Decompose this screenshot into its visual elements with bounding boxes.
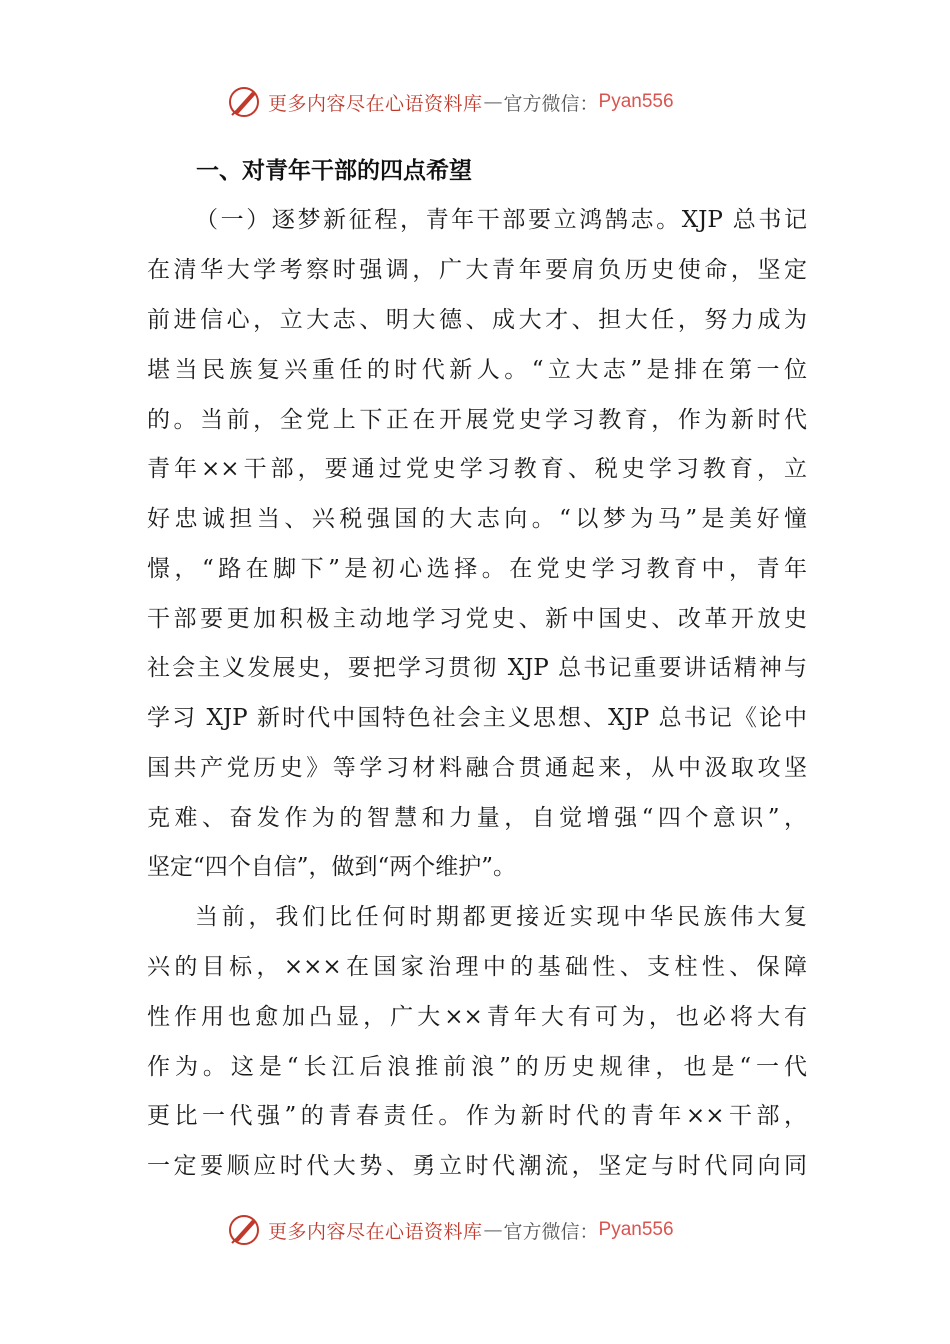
text-line: 的。当前，全党上下正在开展党史学习教育，作为新时代 xyxy=(147,407,807,433)
watermark-banner-top xyxy=(226,82,746,122)
text-line: 好忠诚担当、兴税强国的大志向。“以梦为马”是美好憧 xyxy=(147,506,807,532)
text-line: 兴的目标，×××在国家治理中的基础性、支柱性、保障 xyxy=(147,954,807,980)
text-line: 干部要更加积极主动地学习党史、新中国史、改革开放史 xyxy=(147,606,807,632)
text-line: 克难、奋发作为的智慧和力量，自觉增强“四个意识”， xyxy=(147,805,807,831)
text-line: （一）逐梦新征程，青年干部要立鸿鹄志。XJP 总书记 xyxy=(195,207,807,233)
text-line: 前进信心，立大志、明大德、成大才、担大任，努力成为 xyxy=(147,307,807,333)
watermark-wechat-label: 官方微信： xyxy=(503,1220,599,1243)
text-line: 更比一代强”的青春责任。作为新时代的青年××干部， xyxy=(147,1103,807,1129)
text-line: 国共产党历史》等学习材料融合贯通起来，从中汲取攻坚 xyxy=(147,755,807,781)
watermark-separator: — xyxy=(483,91,503,113)
section-heading: 一、对青年干部的四点希望 xyxy=(196,158,472,184)
text-line: 社会主义发展史，要把学习贯彻 XJP 总书记重要讲话精神与 xyxy=(147,655,807,681)
text-line: 憬，“路在脚下”是初心选择。在党史学习教育中，青年 xyxy=(147,556,807,582)
text-line: 在清华大学考察时强调，广大青年要肩负历史使命，坚定 xyxy=(147,257,807,283)
quill-logo-icon xyxy=(226,84,262,120)
text-line: 堪当民族复兴重任的时代新人。“立大志”是排在第一位 xyxy=(147,357,807,383)
watermark-wechat-id: Pyan556 xyxy=(598,1219,674,1240)
text-line: 一定要顺应时代大势、勇立时代潮流，坚定与时代同向同 xyxy=(147,1153,807,1179)
quill-logo-icon xyxy=(226,1212,262,1248)
text-line: 学习 XJP 新时代中国特色社会主义思想、XJP 总书记《论中 xyxy=(147,705,807,731)
text-line: 坚定“四个自信”，做到“两个维护”。 xyxy=(147,854,517,880)
watermark-wechat-label: 官方微信： xyxy=(503,92,599,115)
text-line: 青年××干部，要通过党史学习教育、税史学习教育，立 xyxy=(147,456,807,482)
text-line: 当前，我们比任何时期都更接近实现中华民族伟大复 xyxy=(195,904,807,930)
watermark-banner-bottom xyxy=(226,1210,746,1250)
text-line: 作为。这是“长江后浪推前浪”的历史规律，也是“一代 xyxy=(147,1054,807,1080)
watermark-text: 更多内容尽在心语资料库 xyxy=(268,92,483,115)
watermark-wechat-id: Pyan556 xyxy=(598,91,674,112)
watermark-text: 更多内容尽在心语资料库 xyxy=(268,1220,483,1243)
text-line: 性作用也愈加凸显，广大××青年大有可为，也必将大有 xyxy=(147,1004,807,1030)
watermark-separator: — xyxy=(483,1219,503,1241)
